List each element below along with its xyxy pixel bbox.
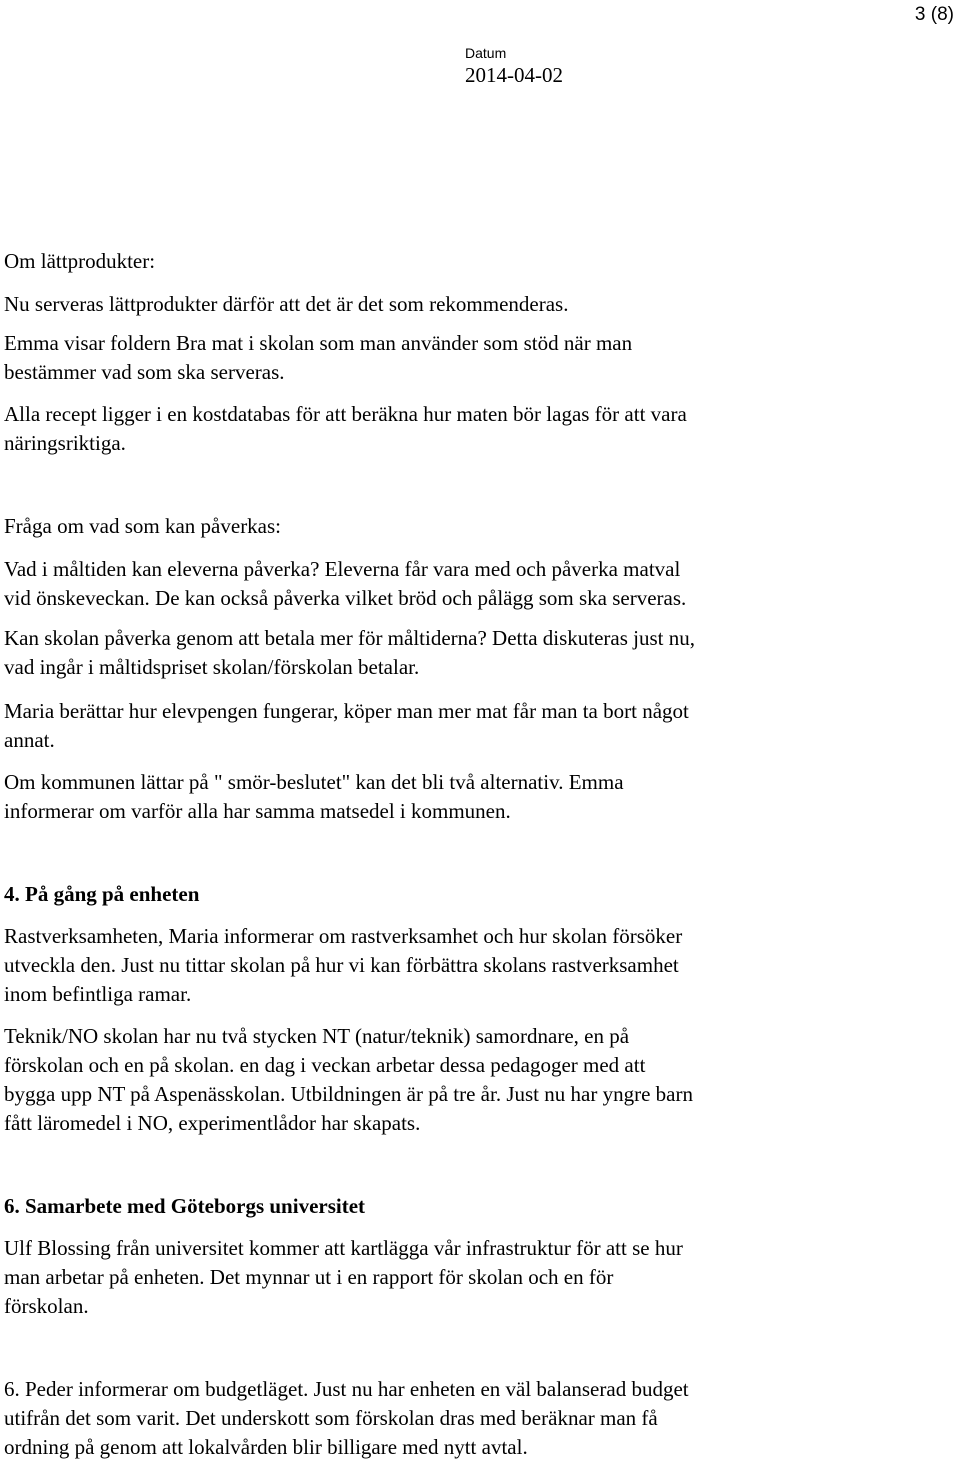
paragraph-bra-mat-folder: Emma visar foldern Bra mat i skolan som man använder som stöd när man bestämmer vad som ska serveras. — [4, 331, 633, 384]
paragraph-paverkas-heading: Fråga om vad som kan påverkas: — [4, 514, 282, 538]
paragraph-kostdatabas: Alla recept ligger i en kostdatabas för att beräkna hur maten bör lagas för att vara näringsriktiga. — [4, 402, 687, 455]
paragraph-budgetlaget: 6. Peder informerar om budgetläget. Just nu har enheten en väl balanserad budget utifrån det som varit. Det underskott som förskolan dras med beräknar man få ordning på genom att lokalvården blir billigare med nytt avtal. — [4, 1377, 689, 1459]
paragraph-lattprodukter-heading: Om lättprodukter: — [4, 249, 156, 273]
paragraph-maltiden: Vad i måltiden kan eleverna påverka? Eleverna får vara med och påverka matval vid önskeveckan. De kan också påverka vilket bröd och pålägg som ska serveras. — [4, 557, 687, 610]
paragraph-elevpengen: Maria berättar hur elevpengen fungerar, köper man mer mat får man ta bort något annat. — [4, 699, 689, 752]
paragraph-rastverksamhet: Rastverksamheten, Maria informerar om rastverksamhet och hur skolan försöker utveckla den. Just nu tittar skolan på hur vi kan förbättra skolans rastverksamhet inom befintliga ramar. — [4, 924, 683, 1006]
paragraph-teknik-no: Teknik/NO skolan har nu två stycken NT (natur/teknik) samordnare, en på förskolan och en på skolan. en dag i veckan arbetar dessa pedagoger med att bygga upp NT på Aspenässkolan. Utbildningen är på tre år. Just nu har yngre barn fått läromedel i NO, experimentlådor har skapats. — [4, 1024, 693, 1135]
page-number: 3 (8) — [914, 4, 954, 25]
paragraph-lattprodukter-info: Nu serveras lättprodukter därför att det är det som rekommenderas. — [4, 292, 569, 316]
paragraph-ulf-blossing: Ulf Blossing från universitet kommer att kartlägga vår infrastruktur för att se hur man arbetar på enheten. Det mynnar ut i en rapport för skolan och en för förskolan. — [4, 1236, 683, 1318]
paragraph-smor-beslutet: Om kommunen lättar på " smör-beslutet" kan det bli två alternativ. Emma informerar om varför alla har samma matsedel i kommunen. — [4, 770, 624, 823]
section-heading-pa-gang: 4. På gång på enheten — [4, 882, 200, 906]
section-heading-samarbete: 6. Samarbete med Göteborgs universitet — [4, 1194, 366, 1218]
paragraph-skolan-betala: Kan skolan påverka genom att betala mer för måltiderna? Detta diskuteras just nu, vad ingår i måltidspriset skolan/förskolan betalar. — [4, 626, 696, 679]
date-value: 2014-04-02 — [465, 63, 563, 87]
date-label: Datum — [465, 45, 507, 61]
